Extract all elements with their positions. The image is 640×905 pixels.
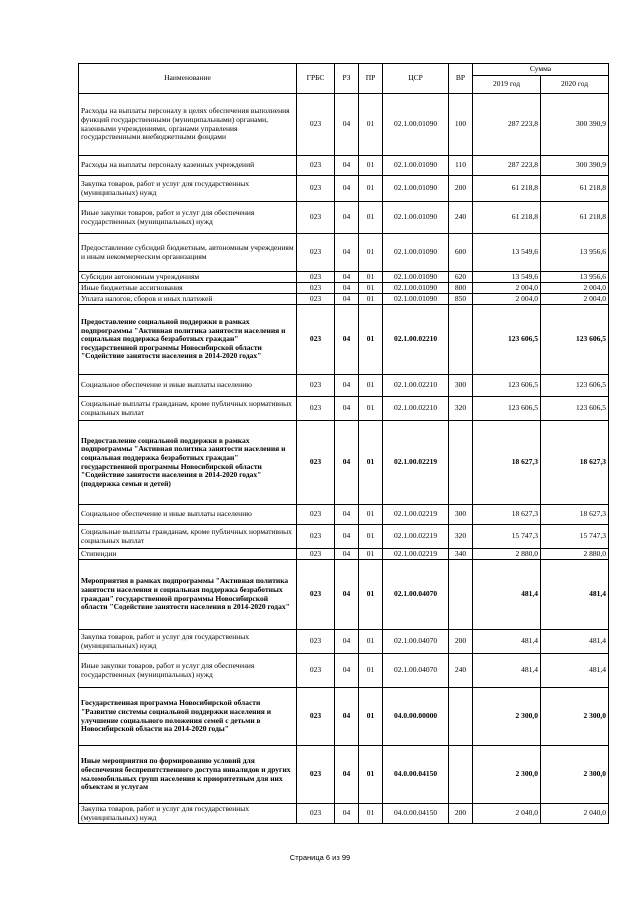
row-sum-2020: 481,4 <box>541 560 609 630</box>
row-vr <box>449 560 473 630</box>
row-rz: 04 <box>335 202 359 234</box>
row-rz: 04 <box>335 272 359 283</box>
row-sum-2019: 123 606,5 <box>473 397 541 421</box>
row-sum-2019: 18 627,3 <box>473 505 541 525</box>
row-csr: 02.1.00.02219 <box>383 505 449 525</box>
row-vr <box>449 746 473 804</box>
row-rz: 04 <box>335 746 359 804</box>
header-name: Наименование <box>79 64 297 94</box>
header-pr: ПР <box>359 64 383 94</box>
row-pr: 01 <box>359 234 383 272</box>
row-rz: 04 <box>335 294 359 305</box>
row-grbs: 023 <box>297 305 335 375</box>
table-row <box>79 525 609 549</box>
row-rz: 04 <box>335 630 359 654</box>
row-name: Закупка товаров, работ и услуг для государственных (муниципальных) нужд <box>79 176 297 202</box>
row-csr: 04.0.00.00000 <box>383 688 449 746</box>
row-vr <box>449 421 473 505</box>
row-pr: 01 <box>359 549 383 560</box>
budget-table <box>78 63 609 824</box>
row-name: Расходы на выплаты персоналу в целях обеспечения выполнения функций государственными (муниципальными) органами, казенными учреждениями, органами управления государственными внебюджетными фондами <box>79 94 297 156</box>
row-sum-2019: 15 747,3 <box>473 525 541 549</box>
row-pr: 01 <box>359 375 383 397</box>
row-sum-2020: 13 956,6 <box>541 234 609 272</box>
row-vr: 240 <box>449 202 473 234</box>
row-pr: 01 <box>359 505 383 525</box>
row-sum-2019: 2 004,0 <box>473 294 541 305</box>
row-grbs: 023 <box>297 746 335 804</box>
row-rz: 04 <box>335 804 359 824</box>
row-sum-2019: 2 300,0 <box>473 688 541 746</box>
row-grbs: 023 <box>297 505 335 525</box>
header-vr: ВР <box>449 64 473 94</box>
row-grbs: 023 <box>297 560 335 630</box>
row-grbs: 023 <box>297 272 335 283</box>
row-grbs: 023 <box>297 176 335 202</box>
row-vr: 850 <box>449 294 473 305</box>
table-row <box>79 549 609 560</box>
row-sum-2020: 300 390,9 <box>541 94 609 156</box>
row-rz: 04 <box>335 156 359 176</box>
row-sum-2020: 2 004,0 <box>541 283 609 294</box>
row-csr: 02.1.00.01090 <box>383 156 449 176</box>
row-grbs: 023 <box>297 630 335 654</box>
row-name: Государственная программа Новосибирской области "Развитие системы социальной поддержки населения и улучшение социального положения семей с детьми в Новосибирской области на 2014-2020 годы" <box>79 688 297 746</box>
row-name: Иные закупки товаров, работ и услуг для обеспечения государственных (муниципальных) нужд <box>79 654 297 688</box>
row-csr: 04.0.00.04150 <box>383 746 449 804</box>
table-row <box>79 272 609 283</box>
row-sum-2020: 300 390,9 <box>541 156 609 176</box>
row-csr: 02.1.00.01090 <box>383 202 449 234</box>
row-sum-2019: 481,4 <box>473 560 541 630</box>
row-sum-2020: 18 627,3 <box>541 421 609 505</box>
row-pr: 01 <box>359 525 383 549</box>
row-grbs: 023 <box>297 421 335 505</box>
row-sum-2019: 61 218,8 <box>473 202 541 234</box>
row-vr: 620 <box>449 272 473 283</box>
row-vr <box>449 305 473 375</box>
table-row <box>79 804 609 824</box>
row-grbs: 023 <box>297 156 335 176</box>
row-sum-2019: 2 004,0 <box>473 283 541 294</box>
row-name: Предоставление субсидий бюджетным, автономным учреждениям и иным некоммерческим организациям <box>79 234 297 272</box>
table-row <box>79 283 609 294</box>
row-sum-2020: 61 218,8 <box>541 202 609 234</box>
row-sum-2020: 15 747,3 <box>541 525 609 549</box>
row-vr: 110 <box>449 156 473 176</box>
header-sum: Сумма <box>473 64 609 76</box>
table-body <box>79 94 609 824</box>
row-rz: 04 <box>335 234 359 272</box>
row-sum-2019: 2 880,0 <box>473 549 541 560</box>
row-csr: 02.1.00.01090 <box>383 283 449 294</box>
row-pr: 01 <box>359 630 383 654</box>
table-row <box>79 202 609 234</box>
row-name: Предоставление социальной поддержки в рамках подпрограммы "Активная политика занятости населения и социальная поддержка безработных граждан" государственной программы Новосибирской области "Содействие занятости населения в 2014-2020 годах" <box>79 305 297 375</box>
row-sum-2019: 13 549,6 <box>473 234 541 272</box>
row-sum-2020: 2 880,0 <box>541 549 609 560</box>
row-sum-2019: 481,4 <box>473 654 541 688</box>
budget-table-container <box>78 63 608 824</box>
row-pr: 01 <box>359 804 383 824</box>
row-vr: 600 <box>449 234 473 272</box>
row-sum-2020: 13 956,6 <box>541 272 609 283</box>
page-number: Страница 6 из 99 <box>289 853 351 862</box>
row-pr: 01 <box>359 94 383 156</box>
header-csr: ЦСР <box>383 64 449 94</box>
row-vr <box>449 688 473 746</box>
table-row <box>79 397 609 421</box>
row-sum-2020: 2 300,0 <box>541 746 609 804</box>
row-csr: 02.1.00.02210 <box>383 375 449 397</box>
row-sum-2019: 13 549,6 <box>473 272 541 283</box>
row-vr: 300 <box>449 375 473 397</box>
row-pr: 01 <box>359 560 383 630</box>
table-row <box>79 305 609 375</box>
row-grbs: 023 <box>297 397 335 421</box>
row-vr: 240 <box>449 654 473 688</box>
row-rz: 04 <box>335 283 359 294</box>
row-vr: 300 <box>449 505 473 525</box>
table-row <box>79 375 609 397</box>
row-name: Закупка товаров, работ и услуг для государственных (муниципальных) нужд <box>79 804 297 824</box>
row-sum-2019: 18 627,3 <box>473 421 541 505</box>
row-csr: 04.0.00.04150 <box>383 804 449 824</box>
row-csr: 02.1.00.02210 <box>383 305 449 375</box>
row-csr: 02.1.00.04070 <box>383 654 449 688</box>
row-sum-2019: 2 040,0 <box>473 804 541 824</box>
row-sum-2020: 123 606,5 <box>541 305 609 375</box>
row-rz: 04 <box>335 375 359 397</box>
row-csr: 02.1.00.01090 <box>383 176 449 202</box>
row-csr: 02.1.00.02219 <box>383 421 449 505</box>
row-grbs: 023 <box>297 234 335 272</box>
row-name: Закупка товаров, работ и услуг для государственных (муниципальных) нужд <box>79 630 297 654</box>
row-grbs: 023 <box>297 654 335 688</box>
row-pr: 01 <box>359 397 383 421</box>
row-grbs: 023 <box>297 283 335 294</box>
row-csr: 02.1.00.02219 <box>383 525 449 549</box>
row-sum-2020: 2 300,0 <box>541 688 609 746</box>
row-grbs: 023 <box>297 549 335 560</box>
row-name: Иные бюджетные ассигнования <box>79 283 297 294</box>
row-pr: 01 <box>359 294 383 305</box>
row-sum-2020: 123 606,5 <box>541 375 609 397</box>
row-pr: 01 <box>359 688 383 746</box>
row-name: Социальное обеспечение и иные выплаты населению <box>79 505 297 525</box>
row-sum-2020: 2 040,0 <box>541 804 609 824</box>
row-grbs: 023 <box>297 688 335 746</box>
row-pr: 01 <box>359 176 383 202</box>
row-name: Социальное обеспечение и иные выплаты населению <box>79 375 297 397</box>
row-grbs: 023 <box>297 804 335 824</box>
row-name: Стипендии <box>79 549 297 560</box>
row-pr: 01 <box>359 283 383 294</box>
table-row <box>79 746 609 804</box>
table-row <box>79 176 609 202</box>
row-rz: 04 <box>335 688 359 746</box>
table-row <box>79 156 609 176</box>
row-vr: 320 <box>449 397 473 421</box>
row-rz: 04 <box>335 549 359 560</box>
row-rz: 04 <box>335 305 359 375</box>
table-row <box>79 688 609 746</box>
row-csr: 02.1.00.01090 <box>383 234 449 272</box>
row-rz: 04 <box>335 397 359 421</box>
row-name: Социальные выплаты гражданам, кроме публичных нормативных социальных выплат <box>79 397 297 421</box>
row-csr: 02.1.00.01090 <box>383 272 449 283</box>
row-vr: 200 <box>449 176 473 202</box>
row-pr: 01 <box>359 156 383 176</box>
row-vr: 800 <box>449 283 473 294</box>
table-row <box>79 234 609 272</box>
row-vr: 320 <box>449 525 473 549</box>
row-sum-2020: 2 004,0 <box>541 294 609 305</box>
row-rz: 04 <box>335 94 359 156</box>
row-rz: 04 <box>335 505 359 525</box>
header-grbs: ГРБС <box>297 64 335 94</box>
row-name: Иные закупки товаров, работ и услуг для обеспечения государственных (муниципальных) нужд <box>79 202 297 234</box>
row-sum-2020: 18 627,3 <box>541 505 609 525</box>
row-sum-2020: 481,4 <box>541 630 609 654</box>
row-grbs: 023 <box>297 375 335 397</box>
row-name: Социальные выплаты гражданам, кроме публичных нормативных социальных выплат <box>79 525 297 549</box>
row-name: Субсидии автономным учреждениям <box>79 272 297 283</box>
row-sum-2020: 123 606,5 <box>541 397 609 421</box>
row-sum-2019: 123 606,5 <box>473 375 541 397</box>
row-grbs: 023 <box>297 202 335 234</box>
row-rz: 04 <box>335 654 359 688</box>
row-csr: 02.1.00.01090 <box>383 294 449 305</box>
row-pr: 01 <box>359 654 383 688</box>
row-csr: 02.1.00.02210 <box>383 397 449 421</box>
header-rz: РЗ <box>335 64 359 94</box>
row-grbs: 023 <box>297 525 335 549</box>
table-row <box>79 421 609 505</box>
row-vr: 200 <box>449 804 473 824</box>
row-rz: 04 <box>335 421 359 505</box>
row-vr: 340 <box>449 549 473 560</box>
row-vr: 100 <box>449 94 473 156</box>
table-row <box>79 294 609 305</box>
row-rz: 04 <box>335 525 359 549</box>
row-pr: 01 <box>359 202 383 234</box>
row-name: Мероприятия в рамках подпрограммы "Активная политика занятости населения и социальная поддержка безработных граждан" государственной программы Новосибирской области "Содействие занятости населения в 2014-2020 годах" <box>79 560 297 630</box>
row-grbs: 023 <box>297 294 335 305</box>
row-name: Расходы на выплаты персоналу казенных учреждений <box>79 156 297 176</box>
table-row <box>79 94 609 156</box>
row-sum-2020: 61 218,8 <box>541 176 609 202</box>
table-row <box>79 630 609 654</box>
row-sum-2019: 2 300,0 <box>473 746 541 804</box>
row-sum-2019: 61 218,8 <box>473 176 541 202</box>
row-csr: 02.1.00.04070 <box>383 630 449 654</box>
row-name: Предоставление социальной поддержки в рамках подпрограммы "Активная политика занятости населения и социальная поддержка безработных граждан" государственной программы Новосибирской области "Содействие занятости населения в 2014-2020 годах" (поддержка семьи и детей) <box>79 421 297 505</box>
row-csr: 02.1.00.01090 <box>383 94 449 156</box>
row-pr: 01 <box>359 305 383 375</box>
row-csr: 02.1.00.02219 <box>383 549 449 560</box>
table-row <box>79 505 609 525</box>
row-name: Уплата налогов, сборов и иных платежей <box>79 294 297 305</box>
row-vr: 200 <box>449 630 473 654</box>
row-sum-2019: 123 606,5 <box>473 305 541 375</box>
row-sum-2019: 287 223,8 <box>473 94 541 156</box>
header-2019: 2019 год <box>473 76 541 94</box>
row-sum-2020: 481,4 <box>541 654 609 688</box>
row-sum-2019: 481,4 <box>473 630 541 654</box>
row-pr: 01 <box>359 421 383 505</box>
row-name: Иные мероприятия по формированию условий для обеспечения беспрепятственного доступа инвалидов и других маломобильных групп населения к приоритетным для них объектам и услугам <box>79 746 297 804</box>
row-csr: 02.1.00.04070 <box>383 560 449 630</box>
row-sum-2019: 287 223,8 <box>473 156 541 176</box>
row-grbs: 023 <box>297 94 335 156</box>
row-pr: 01 <box>359 272 383 283</box>
table-row <box>79 654 609 688</box>
row-pr: 01 <box>359 746 383 804</box>
table-row <box>79 560 609 630</box>
row-rz: 04 <box>335 560 359 630</box>
header-2020: 2020 год <box>541 76 609 94</box>
row-rz: 04 <box>335 176 359 202</box>
